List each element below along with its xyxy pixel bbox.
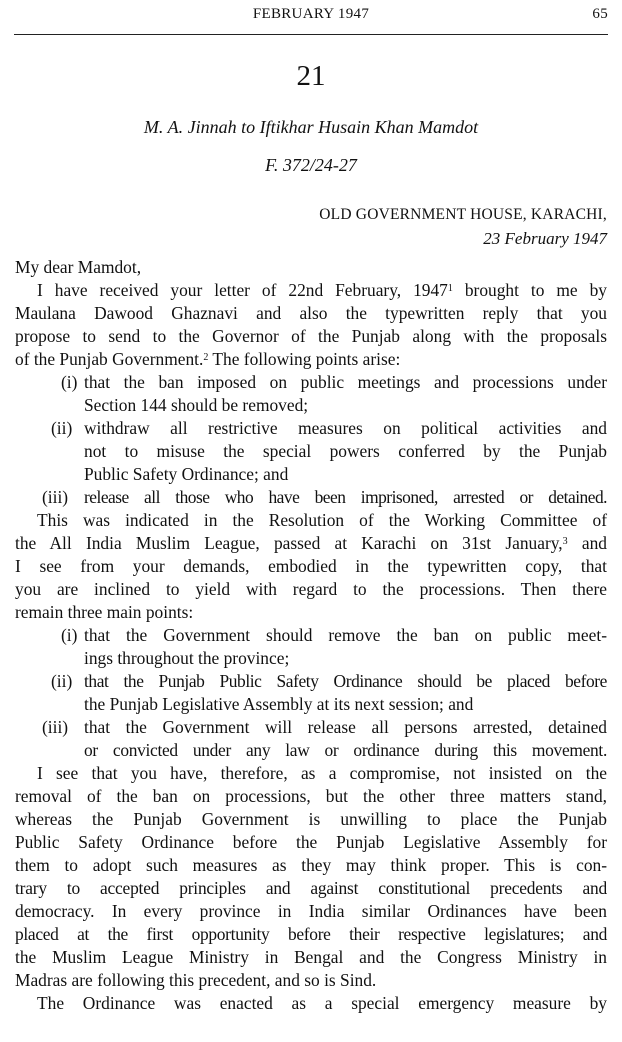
paragraph-line: the Muslim League Ministry in Bengal and the Congress Ministry in <box>15 947 607 967</box>
paragraph-line: you are inclined to yield with regard to the processions. Then there <box>15 579 607 599</box>
list-item: that the ban imposed on public meetings and processions under <box>84 372 607 392</box>
paragraph-line: I see that you have, therefore, as a compromise, not insisted on the <box>37 763 607 783</box>
file-reference: F. 372/24-27 <box>265 155 357 175</box>
paragraph-line: democracy. In every province in India similar Ordinances have been <box>15 901 607 921</box>
list-item: withdraw all restrictive measures on political activities and <box>84 418 607 438</box>
footnote-marker: 1 <box>447 283 453 294</box>
paragraph-line: The Ordinance was enacted as a special emergency measure by <box>37 993 607 1013</box>
paragraph-line: Madras are following this precedent, and so is Sind. <box>15 970 377 990</box>
list-item: Section 144 should be removed; <box>84 395 309 415</box>
list-number: (ii) <box>51 418 73 438</box>
salutation: My dear Mamdot, <box>15 257 142 277</box>
list-item: that the Government will release all persons arrested, detained <box>84 717 607 737</box>
list-item: that the Punjab Public Safety Ordinance should be placed before <box>84 671 607 691</box>
list-item: not to misuse the special powers conferred by the Punjab <box>84 441 607 461</box>
paragraph-line: of the Punjab Government.$^2$ The following points arise: <box>15 349 401 369</box>
paragraph-line: remain three main points: <box>15 602 194 622</box>
list-number: (i) <box>61 625 78 645</box>
footnote-marker: 2 <box>203 352 209 363</box>
document-heading: M. A. Jinnah to Iftikhar Husain Khan Mamdot <box>143 117 479 137</box>
running-header <box>14 4 608 30</box>
paragraph-line: them to adopt such measures as they may think proper. This is con- <box>15 855 607 875</box>
list-item: that the Government should remove the ban on public meet- <box>84 625 607 645</box>
list-item: Public Safety Ordinance; and <box>84 464 289 484</box>
paragraph-line: propose to send to the Governor of the Punjab along with the proposals <box>15 326 607 346</box>
header-rule <box>14 34 608 35</box>
paragraph-line: the All India Muslim League, passed at Karachi on 31st January,$^3$ and <box>15 533 607 553</box>
paragraph-line: removal of the ban on processions, but the other three matters stand, <box>15 786 607 806</box>
header-title: FEBRUARY 1947 <box>252 6 370 22</box>
list-number: (ii) <box>51 671 73 691</box>
letter-date: 23 February 1947 <box>483 229 607 248</box>
list-item: ings throughout the province; <box>84 648 290 668</box>
list-item: the Punjab Legislative Assembly at its next session; and <box>84 694 474 714</box>
document-number: 21 <box>296 60 326 92</box>
paragraph-line: placed at the first opportunity before their respective legislatures; and <box>15 924 607 944</box>
sender-address: OLD GOVERNMENT HOUSE, KARACHI, <box>319 206 607 223</box>
paragraph-line: I see from your demands, embodied in the typewritten copy, that <box>15 556 607 576</box>
footnote-marker: 3 <box>562 536 568 547</box>
list-item: or convicted under any law or ordinance during this movement. <box>84 740 607 760</box>
paragraph-line: I have received your letter of 22nd February, 1947$^1$ brought to me by <box>37 280 607 300</box>
page-number: 65 <box>592 6 608 22</box>
list-number: (i) <box>61 372 78 392</box>
paragraph-line: Public Safety Ordinance before the Punjab Legislative Assembly for <box>15 832 607 852</box>
paragraph-line: Maulana Dawood Ghaznavi and also the typewritten reply that you <box>15 303 607 323</box>
list-number: (iii) <box>42 717 69 737</box>
list-number: (iii) <box>42 487 69 507</box>
list-item: release all those who have been imprisoned, arrested or detained. <box>84 487 607 507</box>
paragraph-line: This was indicated in the Resolution of the Working Committee of <box>37 510 607 530</box>
paragraph-line: whereas the Punjab Government is unwilling to place the Punjab <box>15 809 607 829</box>
paragraph-line: trary to accepted principles and against constitutional precedents and <box>15 878 607 898</box>
